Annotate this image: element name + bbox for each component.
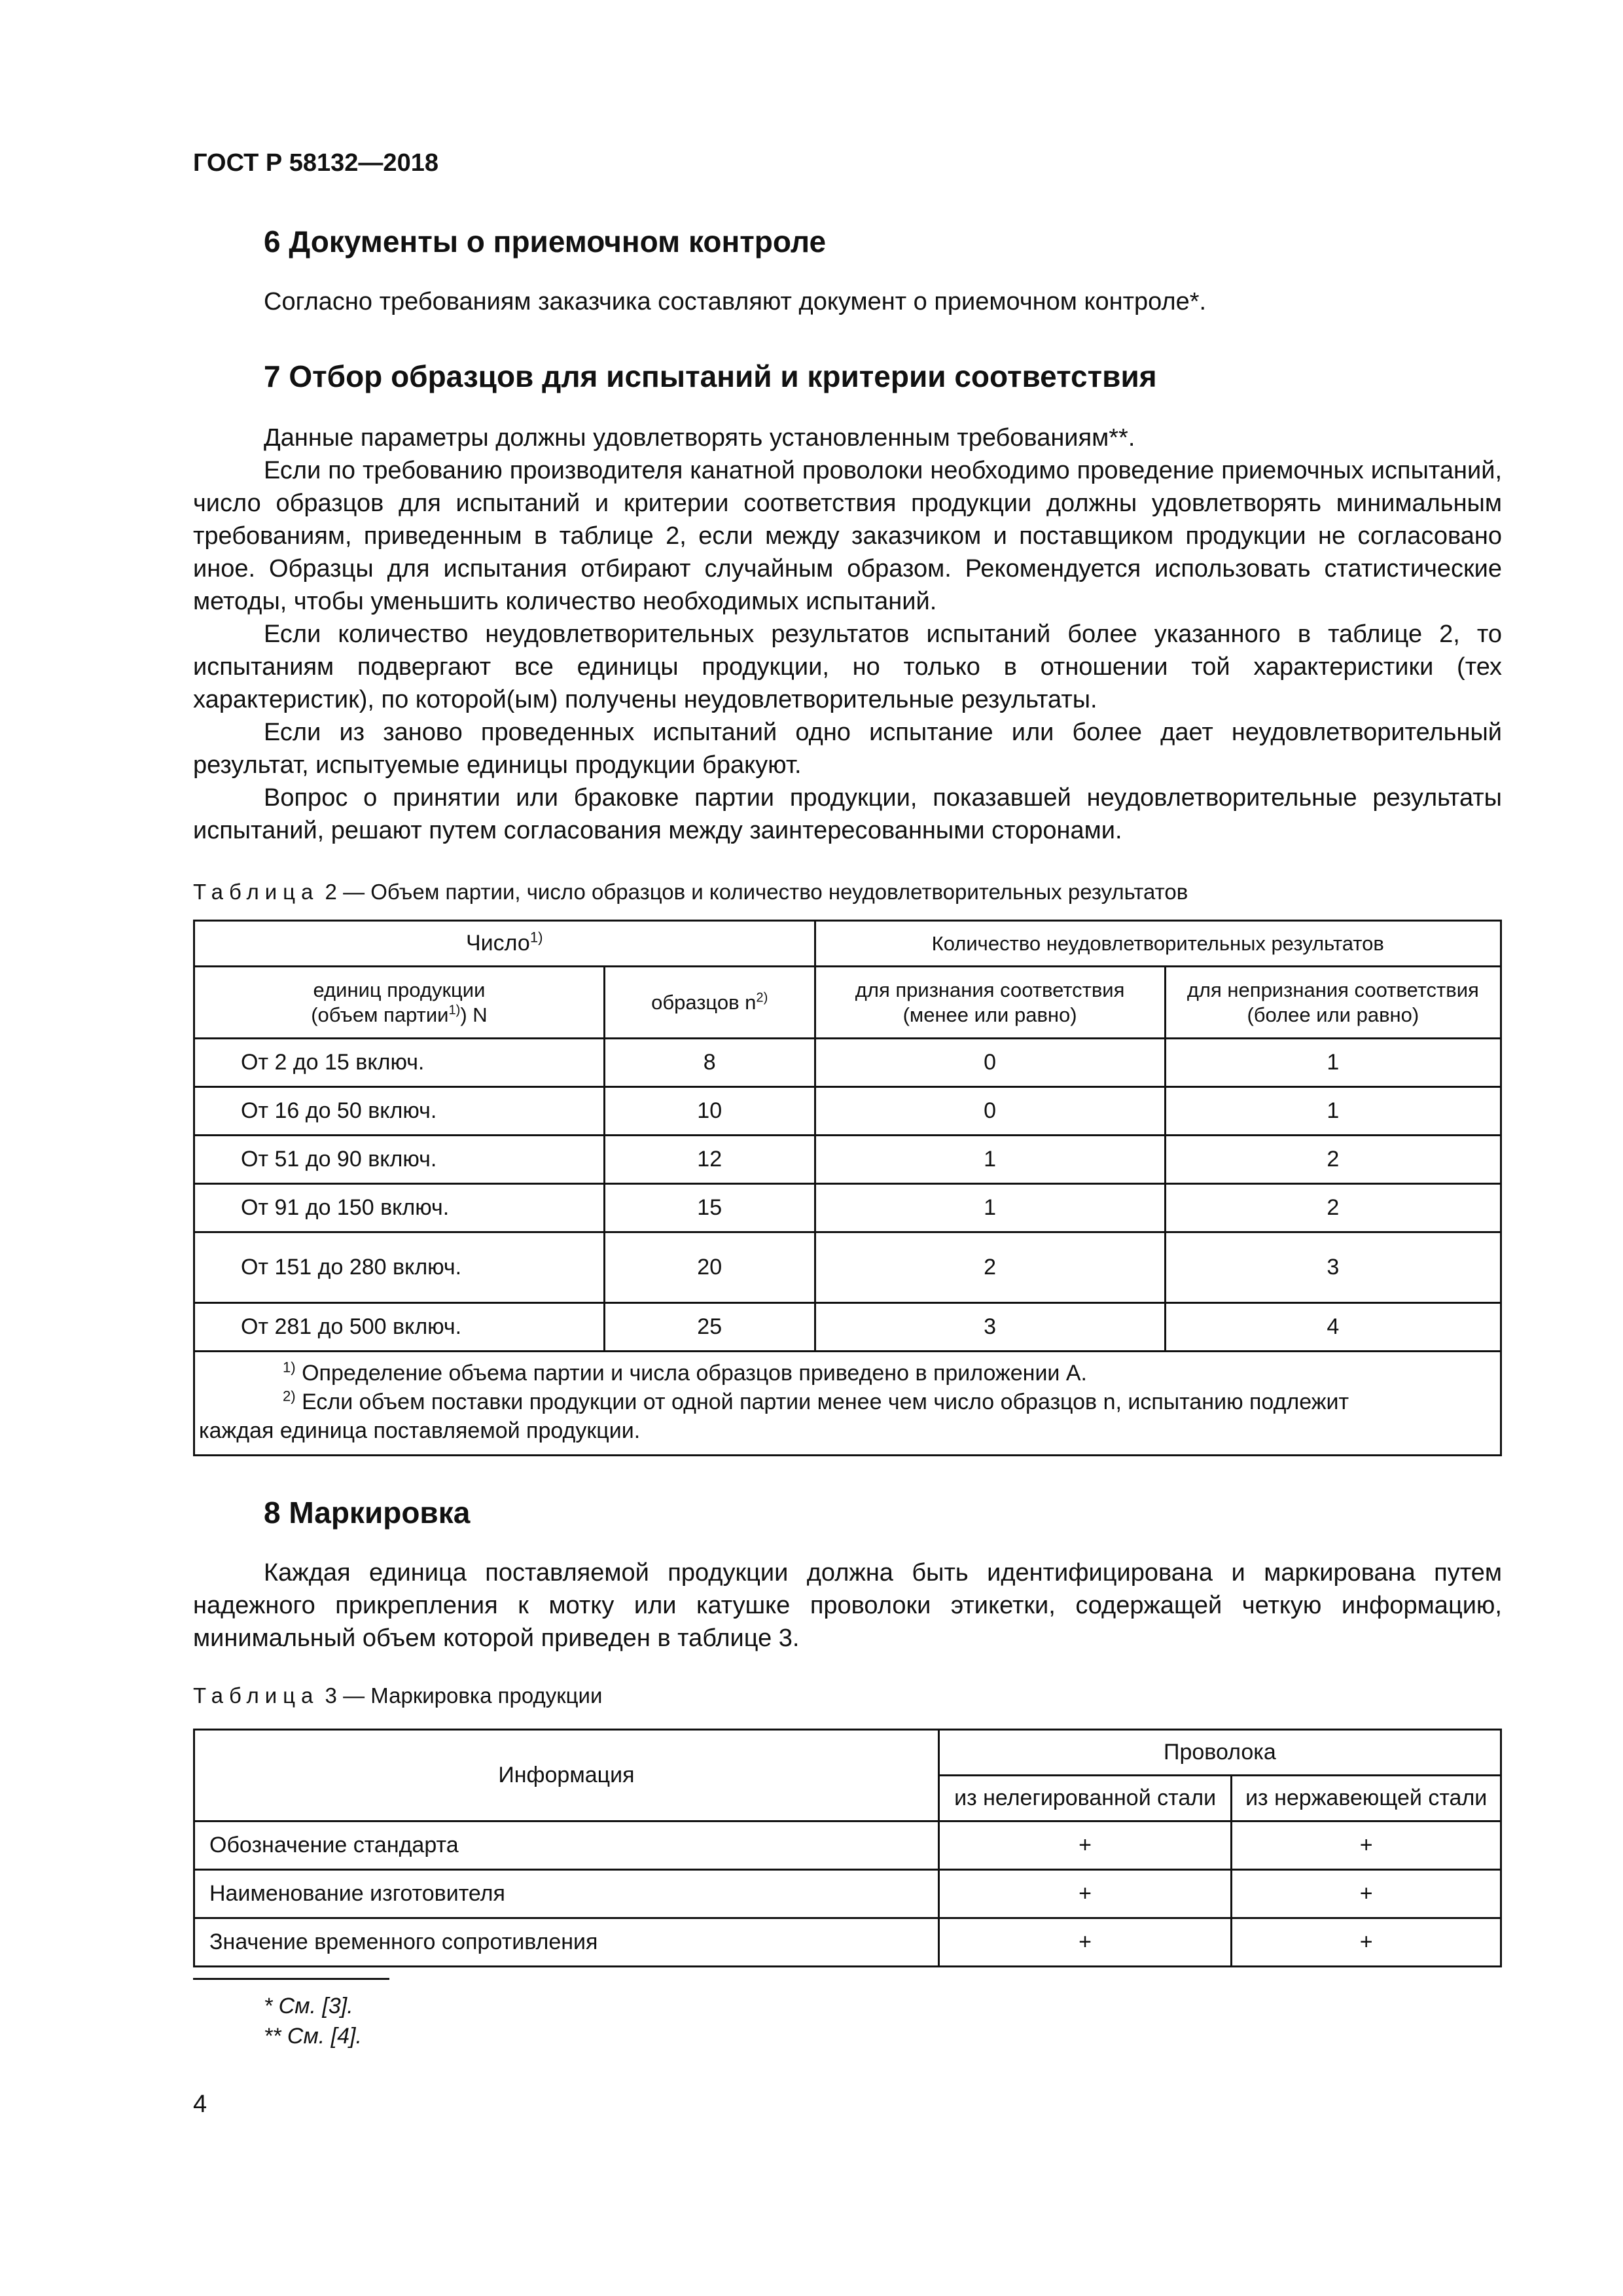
footnote-2: ** См. [4]. (264, 2024, 362, 2049)
section-7-paragraph: Вопрос о принятии или браковке партии продукции, показавшей неудовлетворительные результаты испытаний, решают путем согласования между заинтересованными сторонами. (193, 784, 1502, 844)
table-row: Наименование изготовителя + + (194, 1870, 1501, 1918)
table-3 (193, 1729, 1502, 1967)
section-7-paragraph: Если по требованию производителя канатной проволоки необходимо проведение приемочных испытаний, число образцов для испытаний и критерии соответствия продукции должны удовлетворять минимальным требованиям, приведенным в таблице 2, если между заказчиком и поставщиком продукции не согласовано иное. Образцы для испытания отбирают случайным образом. Рекомендуется использовать статистические методы, чтобы уменьшить количество необходимых испытаний. (193, 457, 1502, 615)
table-2-caption: Таблица 2 — Объем партии, число образцов и количество неудовлетворительных результатов (193, 880, 1188, 904)
table-notes (194, 1352, 1501, 1456)
header-units: единиц продукции (объем партии$^{1)}$) N (194, 967, 605, 1039)
footnote-divider (193, 1978, 389, 1980)
section-7-paragraph: Если количество неудовлетворительных результатов испытаний более указанного в таблице 2, то испытаниям подвергают все единицы продукции, но только в отношении той характеристики (тех характеристик), по которой(ым) получены неудовлетворительные результаты. (193, 620, 1502, 713)
table-row: От 2 до 15 включ. 8 0 1 (194, 1039, 1501, 1087)
table-row: От 91 до 150 включ. 15 1 2 (194, 1184, 1501, 1232)
page-number: 4 (193, 2090, 207, 2118)
table-notes-row (194, 1352, 1501, 1456)
header-accept: для признания соответствия (менее или равно) (815, 967, 1165, 1039)
section-8-title: 8 Маркировка (264, 1496, 471, 1530)
table-3-caption: Таблица 3 — Маркировка продукции (193, 1683, 603, 1708)
table-row: От 16 до 50 включ. 10 0 1 (194, 1087, 1501, 1136)
section-7-paragraph: Если из заново проведенных испытаний одно испытание или более дает неудовлетворительный результат, испытуемые единицы продукции бракуют. (193, 719, 1502, 779)
section-8-body: Каждая единица поставляемой продукции должна быть идентифицирована и маркирована путем надежного прикрепления к мотку или катушке проволоки этикетки, содержащей четкую информацию, минимальный объем которой приведен в таблице 3. (193, 1559, 1502, 1652)
header-failures: Количество неудовлетворительных результатов (815, 921, 1501, 967)
table-row: От 51 до 90 включ. 12 1 2 (194, 1136, 1501, 1184)
header-wire: Проволока (938, 1730, 1501, 1776)
header-number: Число$^{1)}$ (194, 921, 815, 967)
section-7-body (193, 422, 1502, 847)
section-7-paragraph: Данные параметры должны удовлетворять установленным требованиям**. (264, 424, 1135, 452)
header-nonalloy: из нелегированной стали (938, 1776, 1232, 1821)
table-note-1: $^{1)}$ Определение объема партии и числа образцов приведено в приложении А. (283, 1359, 1087, 1386)
section-6-text: Согласно требованиям заказчика составляют документ о приемочном контроле*. (264, 288, 1207, 315)
table-row: От 151 до 280 включ. 20 2 3 (194, 1232, 1501, 1303)
table-header-row (194, 921, 1501, 967)
table-note-2-continuation: каждая единица поставляемой продукции. (199, 1418, 641, 1443)
table-2 (193, 920, 1502, 1456)
table-row: От 281 до 500 включ. 25 3 4 (194, 1303, 1501, 1352)
table-note-2: $^{2)}$ Если объем поставки продукции от одной партии менее чем число образцов n, испытанию подлежит (283, 1388, 1349, 1414)
table-row: Значение временного сопротивления + + (194, 1918, 1501, 1967)
header-reject: для непризнания соответствия (более или равно) (1165, 967, 1501, 1039)
document-code: ГОСТ Р 58132—2018 (193, 149, 438, 177)
header-stainless: из нержавеющей стали (1232, 1776, 1501, 1821)
header-samples: образцов $n^{2)}$ (604, 967, 815, 1039)
header-information: Информация (194, 1730, 939, 1821)
table-header-row (194, 1730, 1501, 1776)
section-6-title: 6 Документы о приемочном контроле (264, 224, 827, 259)
table-row: Обозначение стандарта + + (194, 1821, 1501, 1870)
table-header-row (194, 967, 1501, 1039)
footnote-1: * См. [3]. (264, 1994, 353, 2018)
section-7-title: 7 Отбор образцов для испытаний и критерии соответствия (264, 359, 1157, 393)
